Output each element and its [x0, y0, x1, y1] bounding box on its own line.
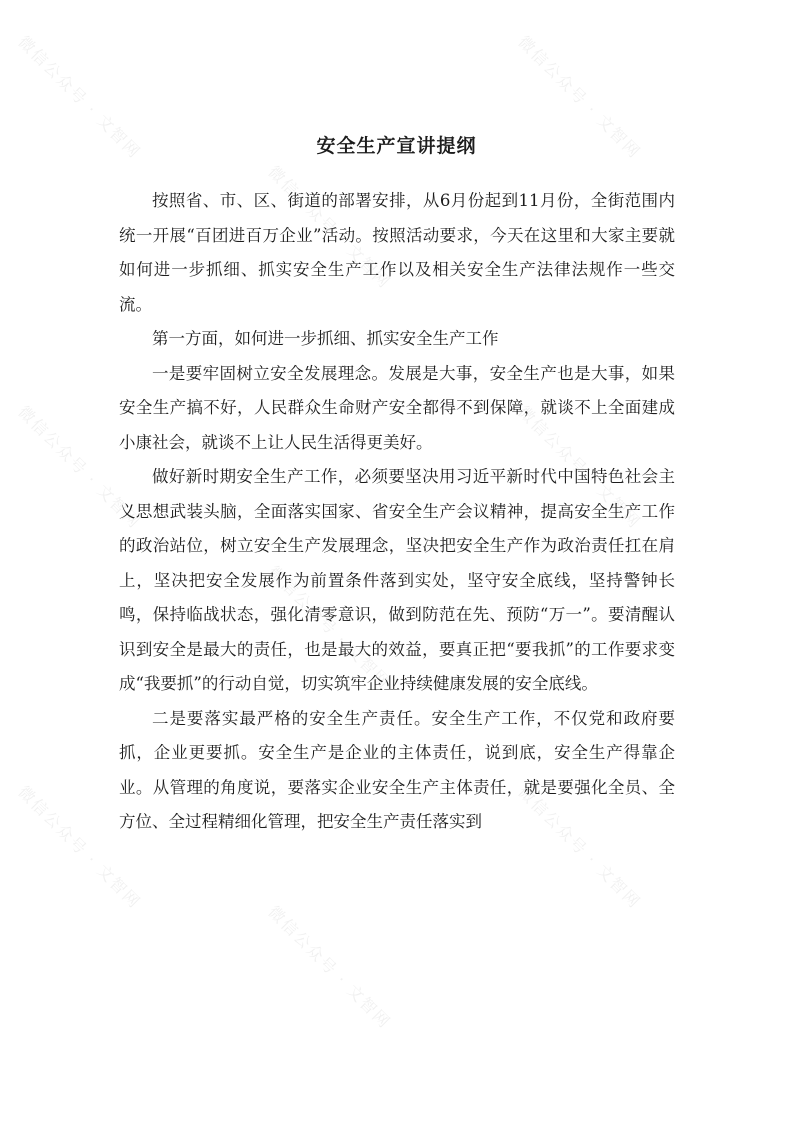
- paragraph-section-heading: 第一方面，如何进一步抓细、抓实安全生产工作: [152, 329, 499, 348]
- watermark: 微信公众号 · 文智网: [264, 902, 395, 1033]
- document-title: 安全生产宣讲提纲: [316, 135, 477, 157]
- watermark: 微信公众号 · 文智网: [264, 162, 395, 293]
- watermark: 微信公众号 · 文智网: [514, 402, 645, 533]
- paragraph-new-era: 做好新时期安全生产工作，必须要坚决用习近平新时代中国特色社会主义思想武装头脑，全面落实国家、省安全生产会议精神，提高安全生产工作的政治站位，树立安全生产发展理念，坚决把安全生产作为政治责任扛在肩上，坚决把安全发展作为前置条件落到实处，坚守安全底线，坚持警钟长鸣，保持临战状态，强化清零意识，做到防范在先、预防“万一”。要清醒认识到安全是最大的责任，也是最大的效益，要真正把“要我抓”的工作要求变成“我要抓”的行动自觉，切实筑牢企业持续健康发展的安全底线。: [119, 467, 675, 693]
- watermark: 微信公众号 · 文智网: [264, 562, 395, 693]
- document-body: [119, 184, 675, 840]
- watermark: 微信公众号 · 文智网: [14, 782, 145, 913]
- watermark: 微信公众号 · 文智网: [514, 32, 645, 163]
- paragraph-point-two: 二是要落实最严格的安全生产责任。安全生产工作，不仅党和政府要抓，企业更要抓。安全生产是企业的主体责任，说到底，安全生产得靠企业。从管理的角度说，要落实企业安全生产主体责任，就是要强化全员、全方位、全过程精细化管理，把安全生产责任落实到: [119, 708, 675, 831]
- paragraph-point-one: 一是要牢固树立安全发展理念。发展是大事，安全生产也是大事，如果安全生产搞不好，人民群众生命财产安全都得不到保障，就谈不上全面建成小康社会，就谈不上让人民生活得更美好。: [119, 363, 675, 452]
- watermark: 微信公众号 · 文智网: [514, 782, 645, 913]
- watermark: 微信公众号 · 文智网: [14, 32, 145, 163]
- paragraph-intro: 按照省、市、区、街道的部署安排，从6月份起到11月份，全街范围内统一开展“百团进百万企业”活动。按照活动要求，今天在这里和大家主要就如何进一步抓细、抓实安全生产工作以及相关安全生产法律法规作一些交流。: [119, 191, 675, 314]
- watermark: 微信公众号 · 文智网: [14, 402, 145, 533]
